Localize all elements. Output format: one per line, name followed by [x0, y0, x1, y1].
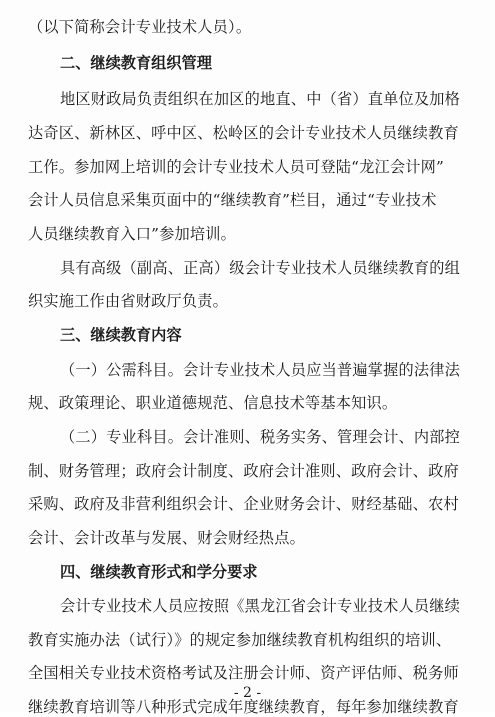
body-text-line: （一）公需科目。会计专业技术人员应当普遍掌握的法律法 [60, 361, 461, 379]
body-text-line: （二）专业科目。会计准则、税务实务、管理会计、内部控 [60, 428, 461, 446]
body-text-line: 会计专业技术人员应按照《黑龙江省会计专业技术人员继续 [60, 597, 461, 615]
page-number: - 2 - [233, 685, 262, 701]
body-text-line: 工作。参加网上培训的会计专业技术人员可登陆“龙江会计网” [28, 158, 445, 176]
body-text-line: 会计人员信息采集页面中的“继续教育”栏目，通过“专业技术 [28, 191, 437, 209]
section-heading-forms-credits: 四、继续教育形式和学分要求 [60, 563, 258, 581]
body-text-line: 达奇区、新林区、呼中区、松岭区的会计专业技术人员继续教育 [28, 124, 459, 142]
body-text-line: 全国相关专业技术资格考试及注册会计师、资产评估师、税务师 [28, 664, 459, 682]
body-text-line: 人员继续教育入口”参加培训。 [28, 225, 237, 243]
body-text-line: 织实施工作由省财政厅负责。 [28, 292, 229, 310]
body-text-line: 地区财政局负责组织在加区的地直、中（省）直单位及加格 [60, 90, 461, 108]
section-heading-organization: 二、继续教育组织管理 [60, 54, 212, 72]
body-text-line: 规、政策理论、职业道德规范、信息技术等基本知识。 [28, 394, 398, 412]
body-text-line: 会计、会计改革与发展、财会财经热点。 [28, 529, 305, 547]
body-text-line: 制、财务管理；政府会计制度、政府会计准则、政府会计、政府 [28, 462, 459, 480]
body-text-line: 采购、政府及非营利组织会计、企业财务会计、财经基础、农村 [28, 495, 459, 513]
body-text-line: （以下简称会计专业技术人员）。 [28, 18, 252, 36]
body-text-line: 具有高级（副高、正高）级会计专业技术人员继续教育的组 [60, 259, 461, 277]
body-text-line: 继续教育培训等八种形式完成年度继续教育，每年参加继续教育 [28, 698, 459, 716]
section-heading-content: 三、继续教育内容 [60, 326, 182, 344]
body-text-line: 教育实施办法（试行）》的规定参加继续教育机构组织的培训、 [28, 631, 452, 649]
